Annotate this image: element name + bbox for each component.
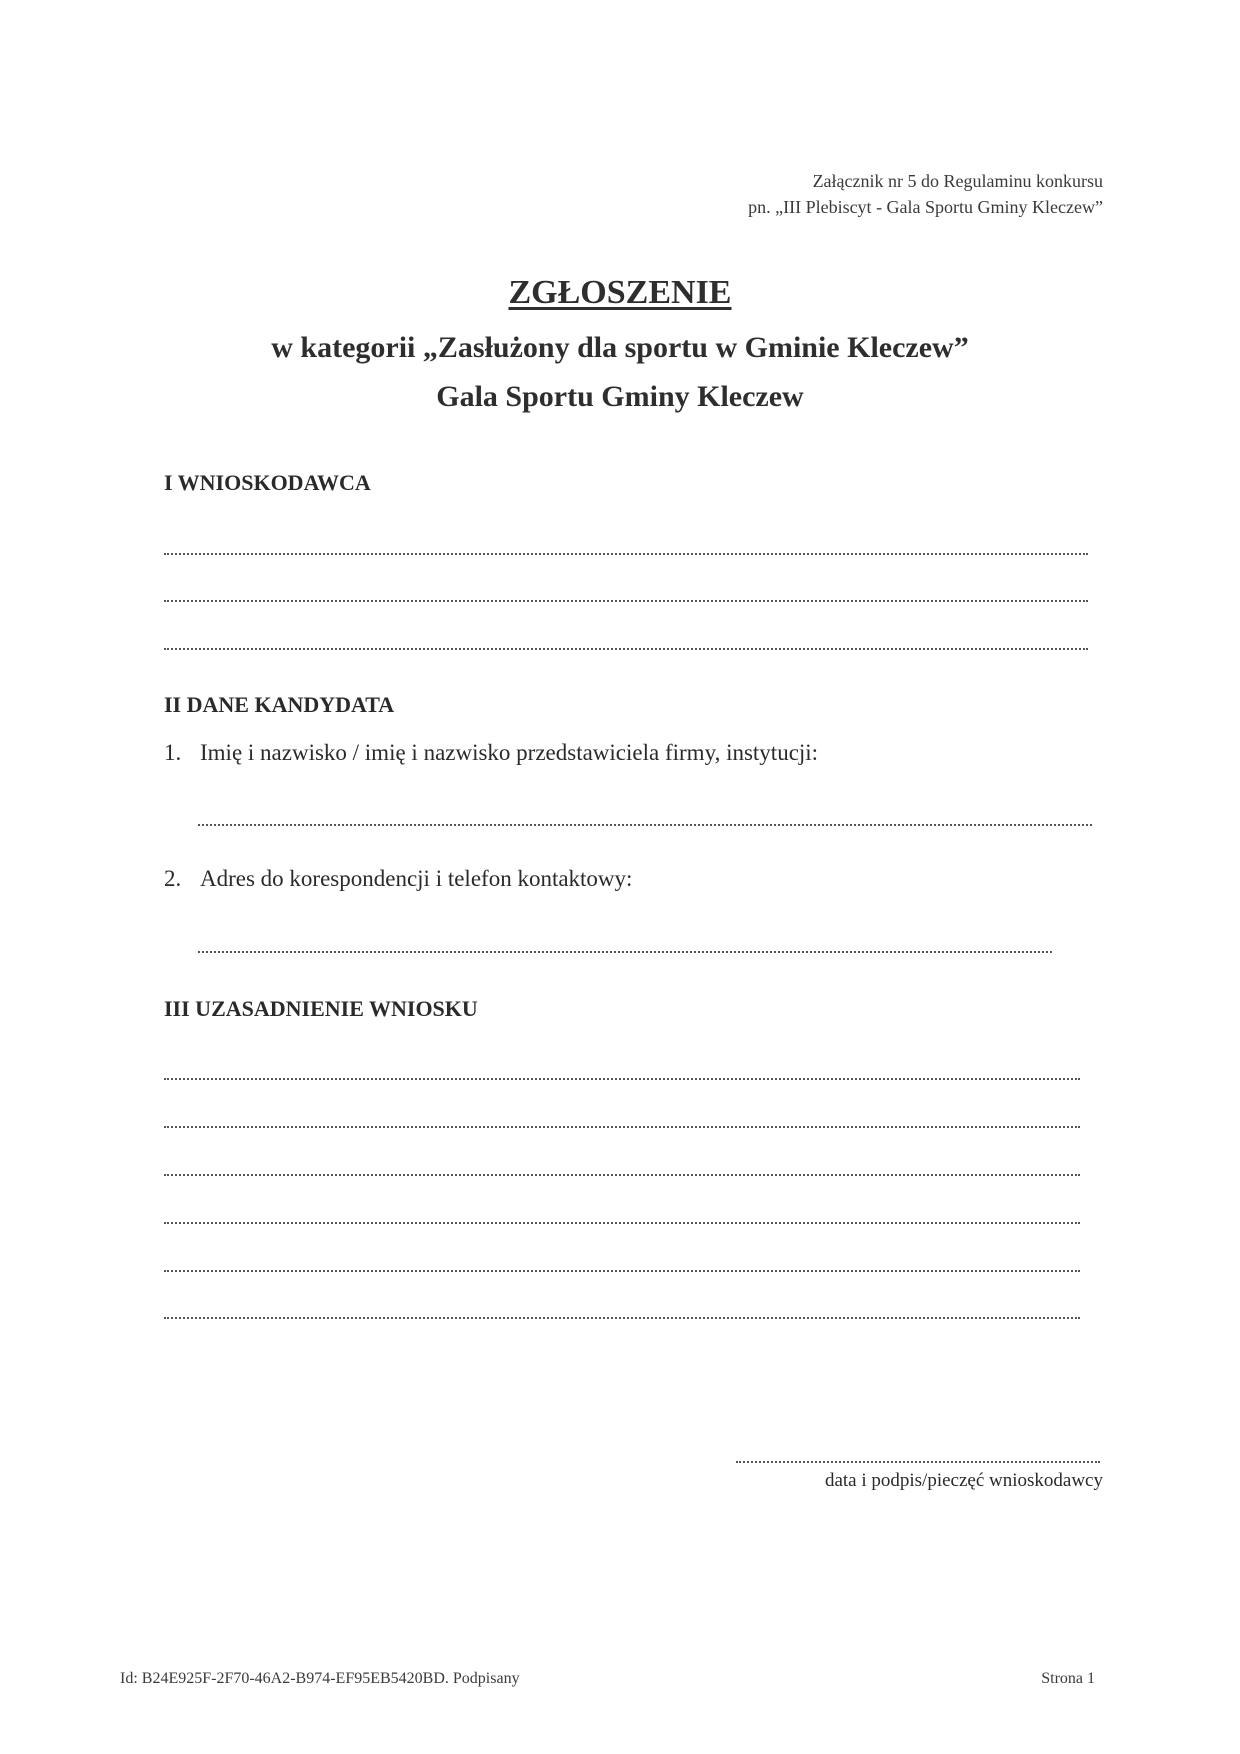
applicant-line-3[interactable] bbox=[164, 648, 1088, 650]
category-subtitle: w kategorii „Zasłużony dla sportu w Gminie Kleczew” bbox=[271, 331, 969, 364]
page-number: Strona 1 bbox=[1041, 1670, 1095, 1687]
event-subtitle: Gala Sportu Gminy Kleczew bbox=[436, 380, 804, 413]
item-label: Imię i nazwisko / imię i nazwisko przedstawiciela firmy, instytucji: bbox=[200, 740, 819, 765]
justification-line-6[interactable] bbox=[164, 1317, 1080, 1319]
document-title: ZGŁOSZENIE bbox=[508, 274, 732, 311]
item-number: 1. bbox=[164, 740, 182, 765]
applicant-line-2[interactable] bbox=[164, 600, 1088, 602]
applicant-line-1[interactable] bbox=[164, 553, 1088, 555]
candidate-item-name bbox=[164, 740, 818, 766]
candidate-address-line[interactable] bbox=[198, 951, 1052, 953]
justification-line-3[interactable] bbox=[164, 1174, 1080, 1176]
section-applicant-heading: I WNIOSKODAWCA bbox=[164, 470, 371, 495]
justification-line-4[interactable] bbox=[164, 1222, 1080, 1224]
document-id: Id: B24E925F-2F70-46A2-B974-EF95EB5420BD. Podpisany bbox=[120, 1670, 520, 1687]
section-justification-heading: III UZASADNIENIE WNIOSKU bbox=[164, 996, 478, 1021]
section-candidate-heading: II DANE KANDYDATA bbox=[164, 692, 395, 717]
signature-line[interactable] bbox=[736, 1461, 1100, 1463]
signature-label: data i podpis/pieczęć wnioskodawcy bbox=[824, 1470, 1103, 1491]
annex-line-1: Załącznik nr 5 do Regulaminu konkursu bbox=[812, 171, 1103, 191]
candidate-item-address bbox=[164, 866, 632, 892]
justification-line-1[interactable] bbox=[164, 1078, 1080, 1080]
justification-line-2[interactable] bbox=[164, 1126, 1080, 1128]
item-number: 2. bbox=[164, 866, 182, 891]
annex-note bbox=[748, 168, 1103, 220]
annex-line-2: pn. „III Plebiscyt - Gala Sportu Gminy Kleczew” bbox=[748, 197, 1103, 217]
justification-line-5[interactable] bbox=[164, 1270, 1080, 1272]
candidate-name-line[interactable] bbox=[198, 824, 1092, 826]
item-label: Adres do korespondencji i telefon kontaktowy: bbox=[200, 866, 633, 891]
